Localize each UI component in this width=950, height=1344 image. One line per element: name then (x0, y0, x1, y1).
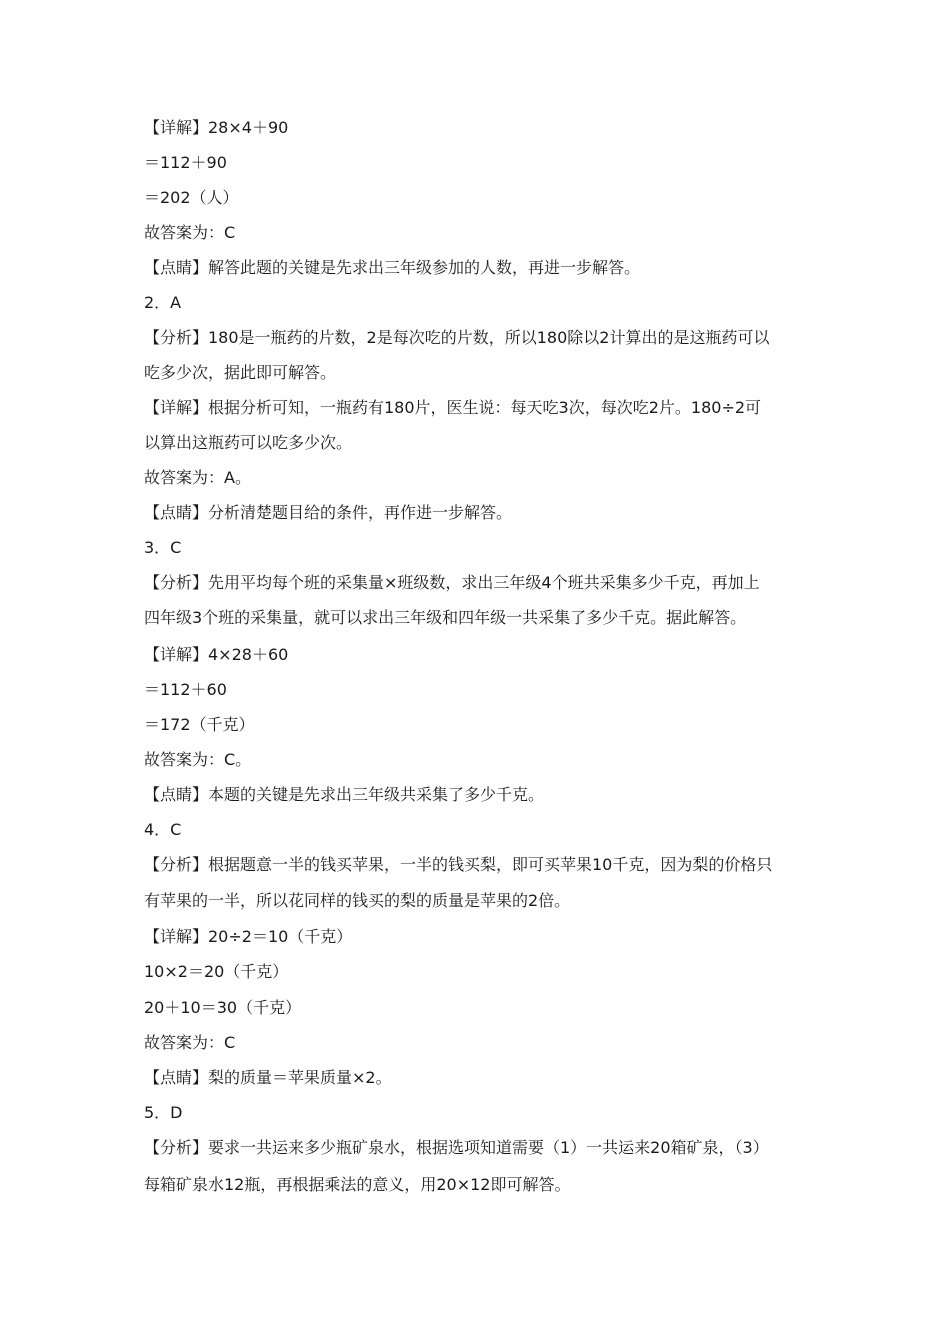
answer-line: 故答案为：A。 (144, 468, 251, 487)
text-line: 20＋10＝30（千克） (144, 998, 302, 1017)
text-line: 有苹果的一半，所以花同样的钱买的梨的质量是苹果的2倍。 (144, 891, 571, 910)
text-line: 【详解】28×4＋90 (144, 118, 289, 137)
text-line: ＝202（人） (144, 188, 239, 207)
text-line: 【分析】要求一共运来多少瓶矿泉水，根据选项知道需要（1）一共运来20箱矿泉，（3） (144, 1138, 769, 1157)
text-line: 每箱矿泉水12瓶，再根据乘法的意义，用20×12即可解答。 (144, 1175, 571, 1194)
answer-line: 故答案为：C (144, 1033, 236, 1052)
text-line: 10×2＝20（千克） (144, 962, 289, 981)
question-number: 2．A (144, 293, 182, 312)
text-line: 以算出这瓶药可以吃多少次。 (144, 433, 353, 452)
text-line: ＝112＋90 (144, 153, 227, 172)
text-line: 【点睛】梨的质量＝苹果质量×2。 (144, 1068, 392, 1087)
text-line: 【分析】根据题意一半的钱买苹果，一半的钱买梨，即可买苹果10千克，因为梨的价格只 (144, 855, 773, 874)
answer-line: 故答案为：C (144, 223, 236, 242)
text-line: 【详解】4×28＋60 (144, 645, 289, 664)
text-line: 【详解】20÷2＝10（千克） (144, 927, 353, 946)
text-line: 【详解】根据分析可知，一瓶药有180片，医生说：每天吃3次，每次吃2片。180÷2可 (144, 398, 762, 417)
text-line: 【分析】先用平均每个班的采集量×班级数，求出三年级4个班共采集多少千克，再加上 (144, 573, 760, 592)
text-line: 吃多少次，据此即可解答。 (144, 363, 337, 382)
text-line: 【点睛】分析清楚题目给的条件，再作进一步解答。 (144, 503, 513, 522)
answer-line: 故答案为：C。 (144, 750, 252, 769)
question-number: 3．C (144, 538, 182, 557)
text-line: 四年级3个班的采集量，就可以求出三年级和四年级一共采集了多少千克。据此解答。 (144, 608, 747, 627)
text-line: 【点睛】解答此题的关键是先求出三年级参加的人数，再进一步解答。 (144, 258, 641, 277)
text-line: ＝172（千克） (144, 715, 255, 734)
text-line: ＝112＋60 (144, 680, 227, 699)
question-number: 4．C (144, 820, 182, 839)
text-line: 【点睛】本题的关键是先求出三年级共采集了多少千克。 (144, 785, 545, 804)
text-line: 【分析】180是一瓶药的片数，2是每次吃的片数，所以180除以2计算出的是这瓶药可以 (144, 328, 770, 347)
question-number: 5．D (144, 1103, 183, 1122)
